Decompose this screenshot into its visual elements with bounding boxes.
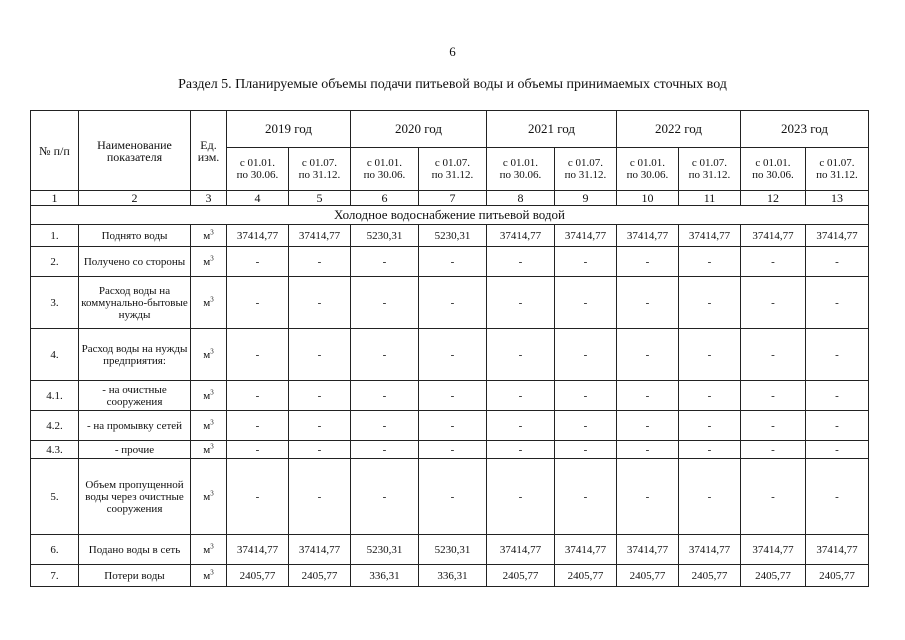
row-index: 3. [31,277,79,329]
row-unit [191,277,227,329]
value-cell: - [806,329,869,381]
row-index: 6. [31,535,79,565]
value-cell: - [555,329,617,381]
period-start: с 01.07. [819,157,855,169]
row-name: Расход воды на коммунально-бытовые нужды [79,277,191,329]
period-end: по 31.12. [564,169,607,181]
value-cell: - [679,459,741,535]
value-cell: - [289,411,351,441]
water-volume-table [30,110,869,587]
value-cell: - [679,441,741,459]
table-row [31,411,869,441]
row-name: - на очистные сооружения [79,381,191,411]
value-cell: 5230,31 [351,535,419,565]
unit-exponent: 3 [210,294,214,303]
value-cell: 37414,77 [617,535,679,565]
value-cell: - [227,459,289,535]
column-number: 13 [806,191,869,206]
value-cell: - [487,247,555,277]
value-cell: - [617,277,679,329]
column-number: 1 [31,191,79,206]
value-cell: 37414,77 [741,535,806,565]
value-cell: 2405,77 [741,565,806,587]
period-end: по 30.06. [752,169,794,181]
row-index: 4. [31,329,79,381]
value-cell: - [806,459,869,535]
row-unit [191,459,227,535]
row-index: 4.3. [31,441,79,459]
value-cell: 37414,77 [741,225,806,247]
value-cell: 2405,77 [487,565,555,587]
value-cell: - [617,459,679,535]
unit-base: м [203,229,211,242]
column-number: 5 [289,191,351,206]
value-cell: 5230,31 [351,225,419,247]
period-start: с 01.07. [434,157,471,169]
period-start: с 01.01. [502,157,539,169]
header-period-second-half [555,148,617,191]
value-cell: - [351,441,419,459]
column-number: 6 [351,191,419,206]
column-number: 10 [617,191,679,206]
period-end: по 31.12. [431,169,474,181]
header-period-first-half [351,148,419,191]
header-year-2021: 2021 год [487,111,617,148]
header-period-first-half [617,148,679,191]
header-row-years [31,111,869,148]
value-cell: 336,31 [419,565,487,587]
value-cell: 37414,77 [679,535,741,565]
unit-base: м [203,419,211,432]
header-period-first-half [227,148,289,191]
value-cell: - [419,329,487,381]
value-cell: - [617,381,679,411]
value-cell: - [419,411,487,441]
section-label: Холодное водоснабжение питьевой водой [31,206,869,225]
period-end: по 30.06. [236,169,279,181]
value-cell: - [289,381,351,411]
unit-exponent: 3 [210,387,214,396]
value-cell: - [487,277,555,329]
row-name: Расход воды на нужды предприятия: [79,329,191,381]
value-cell: 37414,77 [227,535,289,565]
period-start: с 01.01. [239,157,276,169]
unit-exponent: 3 [210,346,214,355]
value-cell: - [487,381,555,411]
value-cell: - [555,441,617,459]
unit-base: м [203,490,211,503]
header-period-second-half [806,148,869,191]
table-row [31,535,869,565]
value-cell: - [555,277,617,329]
row-name: Потери воды [79,565,191,587]
unit-exponent: 3 [210,441,214,450]
header-year-2023: 2023 год [741,111,869,148]
header-period-first-half [487,148,555,191]
value-cell: - [679,247,741,277]
table-row [31,381,869,411]
unit-exponent: 3 [210,417,214,426]
section-title: Раздел 5. Планируемые объемы подачи питьевой воды и объемы принимаемых сточных вод [178,77,727,92]
value-cell: - [487,411,555,441]
value-cell: - [419,441,487,459]
value-cell: - [806,247,869,277]
value-cell: 2405,77 [227,565,289,587]
column-number: 8 [487,191,555,206]
period-end: по 31.12. [816,169,858,181]
period-start: с 01.07. [567,157,604,169]
value-cell: 37414,77 [289,535,351,565]
page-number: 6 [449,44,456,59]
period-end: по 31.12. [298,169,341,181]
value-cell: - [487,459,555,535]
value-cell: - [806,441,869,459]
period-start: с 01.01. [755,157,791,169]
value-cell: - [741,441,806,459]
row-unit [191,329,227,381]
value-cell: - [617,441,679,459]
row-name: Подано воды в сеть [79,535,191,565]
value-cell: - [289,441,351,459]
value-cell: - [351,277,419,329]
value-cell: - [351,381,419,411]
value-cell: - [806,411,869,441]
unit-base: м [203,543,211,556]
value-cell: - [617,247,679,277]
column-number: 2 [79,191,191,206]
row-index: 7. [31,565,79,587]
column-number: 9 [555,191,617,206]
value-cell: - [617,329,679,381]
row-index: 4.2. [31,411,79,441]
period-start: с 01.07. [691,157,728,169]
column-number: 4 [227,191,289,206]
table-row [31,277,869,329]
column-number: 12 [741,191,806,206]
value-cell: - [679,329,741,381]
value-cell: 37414,77 [227,225,289,247]
value-cell: 37414,77 [806,535,869,565]
value-cell: - [741,329,806,381]
period-end: по 30.06. [499,169,542,181]
table-row [31,225,869,247]
column-number: 3 [191,191,227,206]
value-cell: - [419,381,487,411]
row-unit [191,411,227,441]
unit-exponent: 3 [210,488,214,497]
row-unit [191,441,227,459]
value-cell: - [487,329,555,381]
section-row [31,206,869,225]
value-cell: - [741,459,806,535]
value-cell: - [555,459,617,535]
value-cell: 37414,77 [289,225,351,247]
value-cell: 37414,77 [679,225,741,247]
value-cell: 5230,31 [419,535,487,565]
value-cell: - [617,411,679,441]
value-cell: 37414,77 [617,225,679,247]
value-cell: - [351,247,419,277]
row-name: - на промывку сетей [79,411,191,441]
unit-exponent: 3 [210,253,214,262]
header-year-2020: 2020 год [351,111,487,148]
value-cell: - [351,459,419,535]
unit-exponent: 3 [210,567,214,576]
header-num: № п/п [31,111,79,191]
value-cell: - [289,277,351,329]
unit-base: м [203,389,211,402]
value-cell: - [227,277,289,329]
row-name: - прочие [79,441,191,459]
value-cell: - [555,247,617,277]
unit-exponent: 3 [210,227,214,236]
period-start: с 01.01. [629,157,666,169]
column-number: 7 [419,191,487,206]
row-unit [191,535,227,565]
row-unit [191,225,227,247]
value-cell: - [351,411,419,441]
header-year-2022: 2022 год [617,111,741,148]
period-end: по 31.12. [688,169,731,181]
row-index: 2. [31,247,79,277]
header-year-2019: 2019 год [227,111,351,148]
value-cell: - [741,411,806,441]
value-cell: - [289,329,351,381]
table-row [31,247,869,277]
value-cell: 37414,77 [487,225,555,247]
value-cell: 5230,31 [419,225,487,247]
value-cell: 2405,77 [289,565,351,587]
value-cell: 2405,77 [555,565,617,587]
row-unit [191,565,227,587]
value-cell: - [351,329,419,381]
row-index: 5. [31,459,79,535]
unit-base: м [203,296,211,309]
unit-base: м [203,348,211,361]
value-cell: - [487,441,555,459]
value-cell: - [679,277,741,329]
value-cell: 37414,77 [487,535,555,565]
column-number: 11 [679,191,741,206]
value-cell: - [227,381,289,411]
value-cell: - [227,247,289,277]
value-cell: - [227,329,289,381]
unit-base: м [203,443,211,456]
header-period-second-half [679,148,741,191]
row-name: Получено со стороны [79,247,191,277]
table-row [31,329,869,381]
value-cell: - [741,381,806,411]
row-unit [191,247,227,277]
header-period-first-half [741,148,806,191]
value-cell: - [227,441,289,459]
period-start: с 01.01. [366,157,403,169]
unit-base: м [203,569,211,582]
value-cell: - [679,381,741,411]
header-name: Наименование показателя [79,111,191,191]
value-cell: - [806,381,869,411]
value-cell: - [419,247,487,277]
value-cell: - [419,459,487,535]
value-cell: 336,31 [351,565,419,587]
row-name: Объем пропущенной воды через очистные сооружения [79,459,191,535]
row-index: 1. [31,225,79,247]
table-row [31,565,869,587]
value-cell: - [741,247,806,277]
header-period-second-half [419,148,487,191]
value-cell: - [289,247,351,277]
period-start: с 01.07. [301,157,338,169]
value-cell: - [419,277,487,329]
period-end: по 30.06. [626,169,669,181]
value-cell: 2405,77 [806,565,869,587]
table-row [31,441,869,459]
value-cell: - [806,277,869,329]
row-index: 4.1. [31,381,79,411]
value-cell: - [741,277,806,329]
value-cell: - [227,411,289,441]
unit-exponent: 3 [210,541,214,550]
header-period-second-half [289,148,351,191]
header-row-column-numbers [31,191,869,206]
value-cell: - [289,459,351,535]
table-row [31,459,869,535]
value-cell: 37414,77 [555,225,617,247]
unit-base: м [203,255,211,268]
period-end: по 30.06. [363,169,406,181]
row-name: Поднято воды [79,225,191,247]
value-cell: - [555,381,617,411]
value-cell: 37414,77 [806,225,869,247]
value-cell: - [679,411,741,441]
value-cell: 2405,77 [617,565,679,587]
row-unit [191,381,227,411]
header-unit: Ед. изм. [191,111,227,191]
value-cell: 37414,77 [555,535,617,565]
value-cell: 2405,77 [679,565,741,587]
value-cell: - [555,411,617,441]
